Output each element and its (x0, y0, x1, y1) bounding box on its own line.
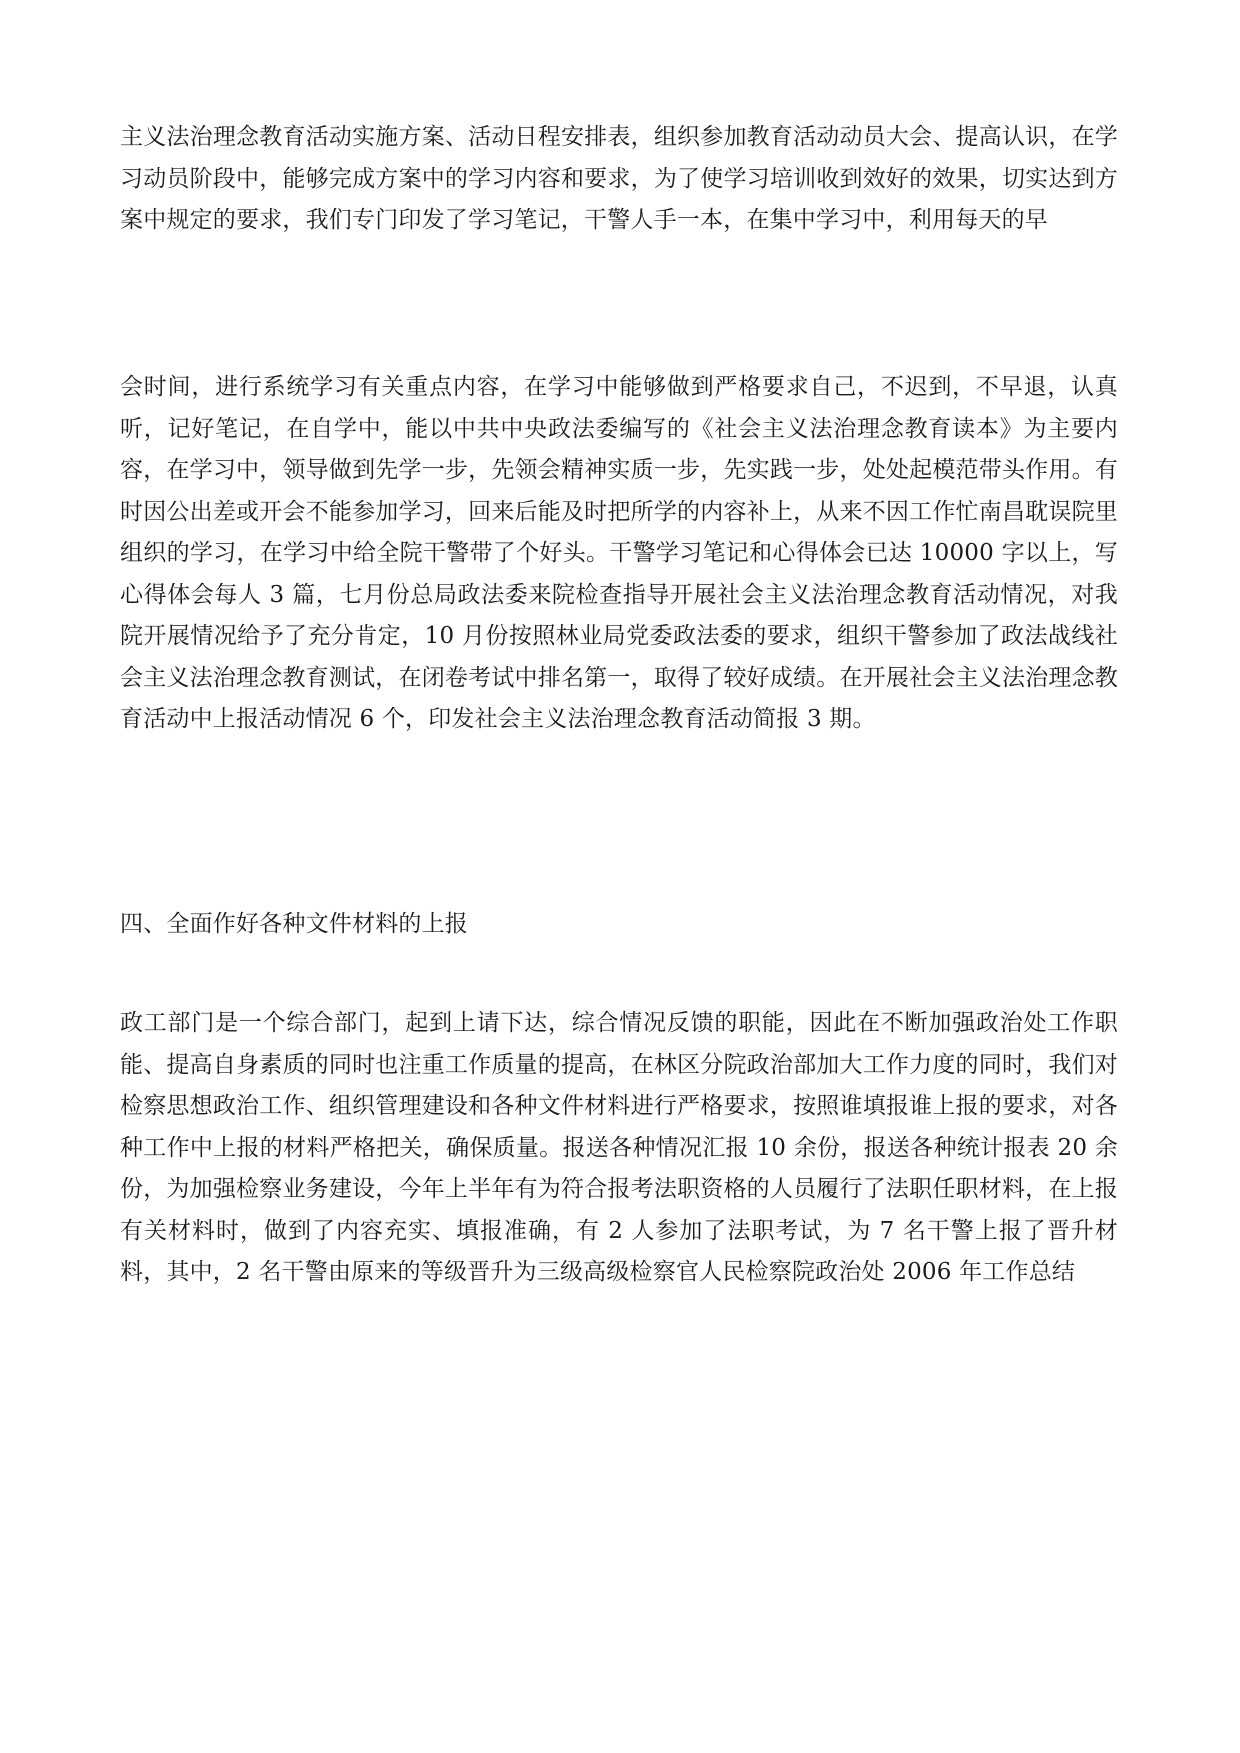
body-paragraph: 政工部门是一个综合部门，起到上请下达，综合情况反馈的职能，因此在不断加强政治处工作职能、提高自身素质的同时也注重工作质量的提高，在林区分院政治部加大工作力度的同时，我们对检察思想政治工作、组织管理建设和各种文件材料进行严格要求，按照谁填报谁上报的要求，对各种工作中上报的材料严格把关，确保质量。报送各种情况汇报 10 余份，报送各种统计报表 20 余份，为加强检察业务建设，今年上半年有为符合报考法职资格的人员履行了法职任职材料，在上报有关材料时，做到了内容充实、填报准确，有 2 人参加了法职考试，为 7 名干警上报了晋升材料，其中，2 名干警由原来的等级晋升为三级高级检察官人民检察院政治处 2006 年工作总结 (120, 1010, 1118, 1285)
section-heading: 四、全面作好各种文件材料的上报 (120, 911, 468, 937)
body-paragraph: 主义法治理念教育活动实施方案、活动日程安排表，组织参加教育活动动员大会、提高认识，在学习动员阶段中，能够完成方案中的学习内容和要求，为了使学习培训收到效好的效果，切实达到方案中规定的要求，我们专门印发了学习笔记，干警人手一本，在集中学习中，利用每天的早 (120, 124, 1118, 233)
body-paragraph: 会时间，进行系统学习有关重点内容，在学习中能够做到严格要求自己，不迟到，不早退，认真听，记好笔记，在自学中，能以中共中央政法委编写的《社会主义法治理念教育读本》为主要内容，在学习中，领导做到先学一步，先领会精神实质一步，先实践一步，处处起模范带头作用。有时因公出差或开会不能参加学习，回来后能及时把所学的内容补上，从来不因工作忙南昌耽误院里组织的学习，在学习中给全院干警带了个好头。干警学习笔记和心得体会已达 10000 字以上，写心得体会每人 3 篇，七月份总局政法委来院检查指导开展社会主义法治理念教育活动情况，对我院开展情况给予了充分肯定，10 月份按照林业局党委政法委的要求，组织干警参加了政法战线社会主义法治理念教育测试，在闭卷考试中排名第一，取得了较好成绩。在开展社会主义法治理念教育活动中上报活动情况 6 个，印发社会主义法治理念教育活动简报 3 期。 (120, 374, 1118, 732)
